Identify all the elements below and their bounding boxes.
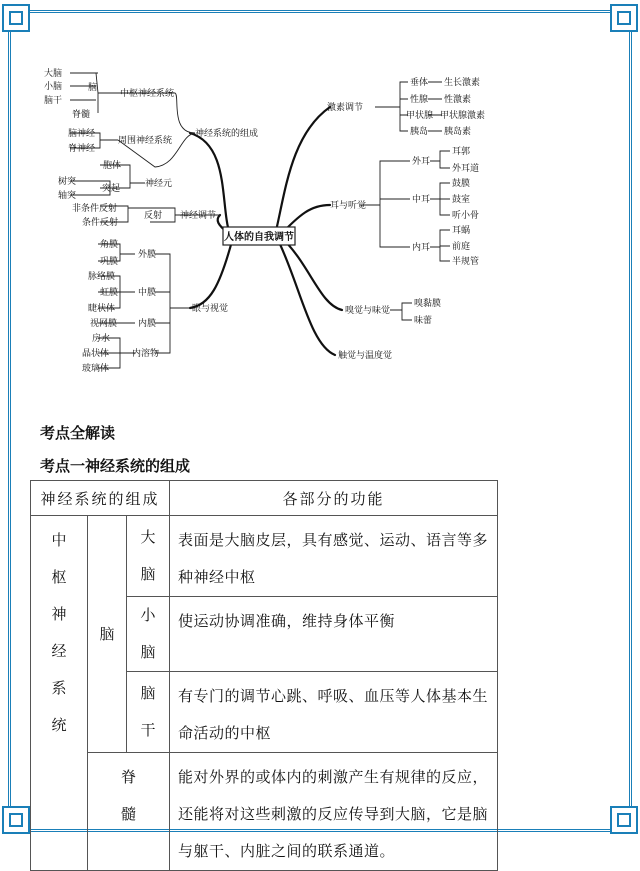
node-middle-ear: 中耳 [412, 195, 431, 205]
node-conditioned-reflex: 条件反射 [82, 218, 119, 228]
node-cell-body: 胞体 [103, 161, 122, 171]
node-vitreous: 玻璃体 [82, 364, 110, 374]
node-eardrum: 鼓膜 [452, 179, 471, 189]
function-brainstem: 有专门的调节心跳、呼吸、血压等人体基本生命活动的中枢 [170, 672, 498, 753]
node-retina: 视网膜 [90, 319, 118, 329]
node-unconditioned-reflex: 非条件反射 [72, 204, 118, 214]
node-spinal-nerve: 脊神经 [68, 144, 96, 154]
node-nerve-regulation: 神经调节 [180, 211, 217, 221]
node-cerebellum: 小脑 [44, 82, 63, 92]
node-eye-middle: 中膜 [138, 288, 157, 298]
part-cerebellum: 小脑 [127, 597, 170, 672]
node-eye-outer: 外膜 [138, 250, 157, 260]
node-eye-inner: 内膜 [138, 319, 157, 329]
node-brainstem: 脑干 [44, 96, 63, 106]
node-central-nerve: 中枢神经系统 [120, 89, 175, 99]
node-semicircular-canals: 半规管 [452, 257, 480, 267]
subsection-title: 考点一神经系统的组成 [40, 457, 191, 475]
node-choroid: 脉络膜 [88, 272, 116, 282]
node-cornea: 角膜 [100, 240, 119, 250]
node-nerve-system: 神经系统的组成 [195, 129, 259, 139]
node-sex-hormone: 性激素 [444, 95, 472, 105]
node-peripheral-nerve: 周围神经系统 [118, 136, 173, 146]
node-lens: 晶状体 [82, 349, 110, 359]
mind-map-links [70, 73, 450, 368]
node-ossicles: 听小骨 [452, 211, 480, 221]
border-corner-ornament [2, 806, 30, 834]
part-cerebrum: 大脑 [127, 516, 170, 597]
node-growth-hormone: 生长激素 [444, 78, 481, 88]
center-node [223, 227, 295, 245]
node-brain: 脑 [88, 83, 98, 93]
node-ear-hearing: 耳与听觉 [330, 201, 367, 211]
node-vestibule: 前庭 [452, 242, 471, 252]
center-node-label: 人体的自我调节 [224, 232, 294, 243]
part-spinal-cord: 脊髓 [88, 753, 170, 871]
node-auricle: 耳郭 [452, 147, 471, 157]
node-touch-temp: 触觉与温度觉 [338, 351, 393, 361]
node-iris: 虹膜 [100, 288, 119, 298]
table-row [31, 753, 498, 871]
node-dendrite: 树突 [58, 177, 77, 187]
function-cerebellum: 使运动协调准确，维持身体平衡 [170, 597, 498, 672]
function-spinal-cord: 能对外界的或体内的刺激产生有规律的反应，还能将对这些刺激的反应传导到大脑，它是脑与躯干、内脏之间的联系通道。 [170, 753, 498, 871]
node-tympanic-cavity: 鼓室 [452, 195, 471, 205]
node-axon: 轴突 [58, 191, 77, 201]
node-pituitary: 垂体 [410, 78, 429, 88]
brain-label: 脑 [88, 516, 127, 753]
node-gonad: 性腺 [410, 95, 429, 105]
table-header-composition: 神经系统的组成 [31, 481, 170, 516]
node-eye-contents: 内溶物 [132, 349, 160, 359]
node-ciliary-body: 睫状体 [88, 304, 116, 314]
node-sclera: 巩膜 [100, 257, 119, 267]
node-smell-taste: 嗅觉与味觉 [345, 306, 391, 316]
part-brainstem: 脑干 [127, 672, 170, 753]
group-label-central: 中枢神经系统 [31, 516, 88, 871]
node-reflex: 反射 [144, 211, 163, 221]
node-cochlea: 耳蜗 [452, 226, 471, 236]
node-process: 突起 [102, 184, 121, 194]
table-header-function: 各部分的功能 [170, 481, 498, 516]
function-cerebrum: 表面是大脑皮层，具有感觉、运动、语言等多种神经中枢 [170, 516, 498, 597]
section-title: 考点全解读 [40, 424, 116, 442]
border-corner-ornament [610, 806, 638, 834]
node-olfactory-mucosa: 嗅黏膜 [414, 299, 442, 309]
mind-map [30, 55, 500, 385]
node-eye-vision: 眼与视觉 [192, 304, 229, 314]
node-cranial-nerve: 脑神经 [68, 129, 96, 139]
node-inner-ear: 内耳 [412, 243, 431, 253]
table-row [31, 516, 498, 597]
node-islet: 胰岛 [410, 127, 429, 137]
node-thyroid: 甲状腺 [406, 111, 434, 121]
node-insulin: 胰岛素 [444, 127, 472, 137]
node-aqueous: 房水 [92, 334, 111, 344]
node-ear-canal: 外耳道 [452, 164, 480, 174]
node-hormone-regulation: 激素调节 [327, 103, 364, 113]
node-spinal-cord: 脊髓 [72, 110, 91, 120]
node-thyroid-hormone: 甲状腺激素 [440, 111, 486, 121]
border-corner-ornament [2, 4, 30, 32]
node-cerebrum: 大脑 [44, 69, 63, 79]
border-corner-ornament [610, 4, 638, 32]
function-table [30, 480, 498, 871]
node-taste-bud: 味蕾 [414, 316, 433, 326]
node-neuron: 神经元 [145, 179, 173, 189]
table-header-row [31, 481, 498, 516]
node-outer-ear: 外耳 [412, 157, 431, 167]
